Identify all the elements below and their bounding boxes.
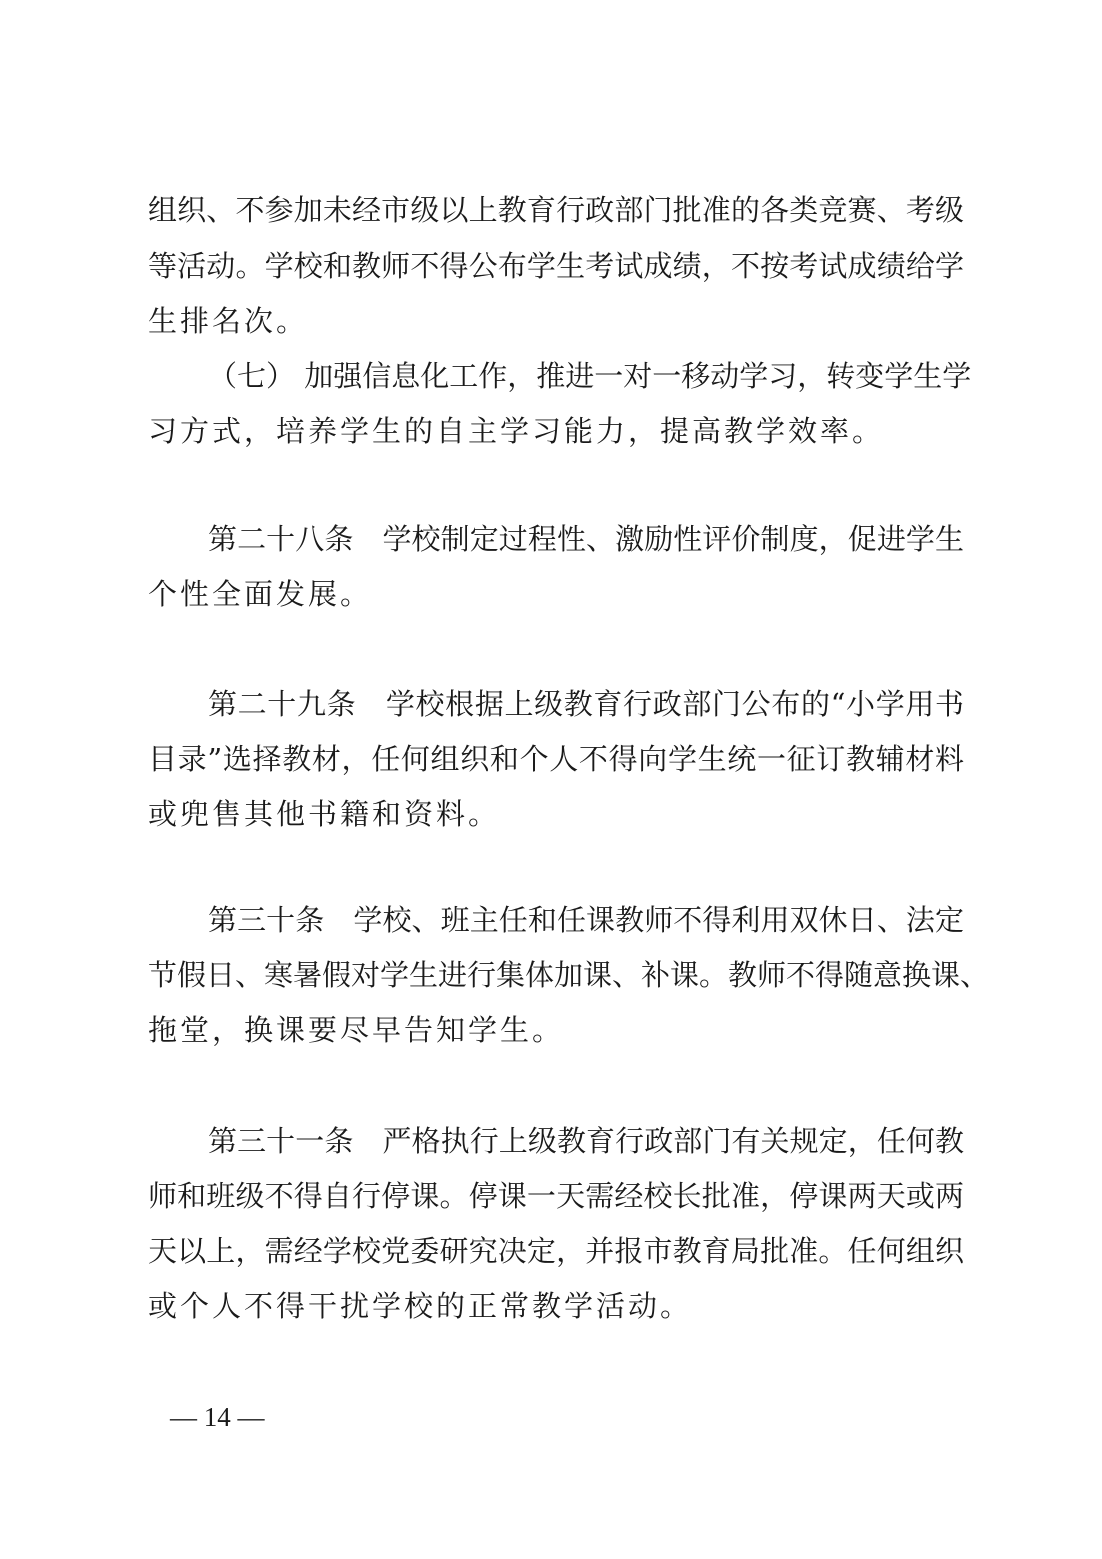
paragraph-line: 等活动。学校和教师不得公布学生考试成绩，不按考试成绩给学 — [148, 249, 964, 283]
article-31-line: 第三十一条 严格执行上级教育行政部门有关规定，任何教 — [208, 1124, 964, 1158]
article-31-line: 天以上，需经学校党委研究决定，并报市教育局批准。任何组织 — [148, 1234, 964, 1268]
article-31-line: 师和班级不得自行停课。停课一天需经校长批准，停课两天或两 — [148, 1179, 964, 1213]
paragraph-line: （七） 加强信息化工作，推进一对一移动学习，转变学生学 — [208, 359, 972, 393]
article-28-line: 个性全面发展。 — [148, 577, 373, 611]
paragraph-line: 组织、不参加未经市级以上教育行政部门批准的各类竞赛、考级 — [148, 193, 964, 227]
article-31-line: 或个人不得干扰学校的正常教学活动。 — [148, 1289, 693, 1323]
article-30-line: 第三十条 学校、班主任和任课教师不得利用双休日、法定 — [208, 903, 964, 937]
article-29-line: 目录”选择教材，任何组织和个人不得向学生统一征订教辅材料 — [148, 742, 964, 776]
article-28-line: 第二十八条 学校制定过程性、激励性评价制度，促进学生 — [208, 522, 964, 556]
paragraph-line: 生排名次。 — [148, 304, 309, 338]
article-30-line: 拖堂，换课要尽早告知学生。 — [148, 1013, 565, 1047]
article-29-line: 第二十九条 学校根据上级教育行政部门公布的“小学用书 — [208, 687, 964, 721]
article-29-line: 或兜售其他书籍和资料。 — [148, 797, 501, 831]
page-number: — 14 — — [170, 1402, 265, 1432]
article-30-line: 节假日、寒暑假对学生进行集体加课、补课。教师不得随意换课、 — [148, 958, 990, 992]
paragraph-line: 习方式，培养学生的自主学习能力，提高教学效率。 — [148, 414, 885, 448]
